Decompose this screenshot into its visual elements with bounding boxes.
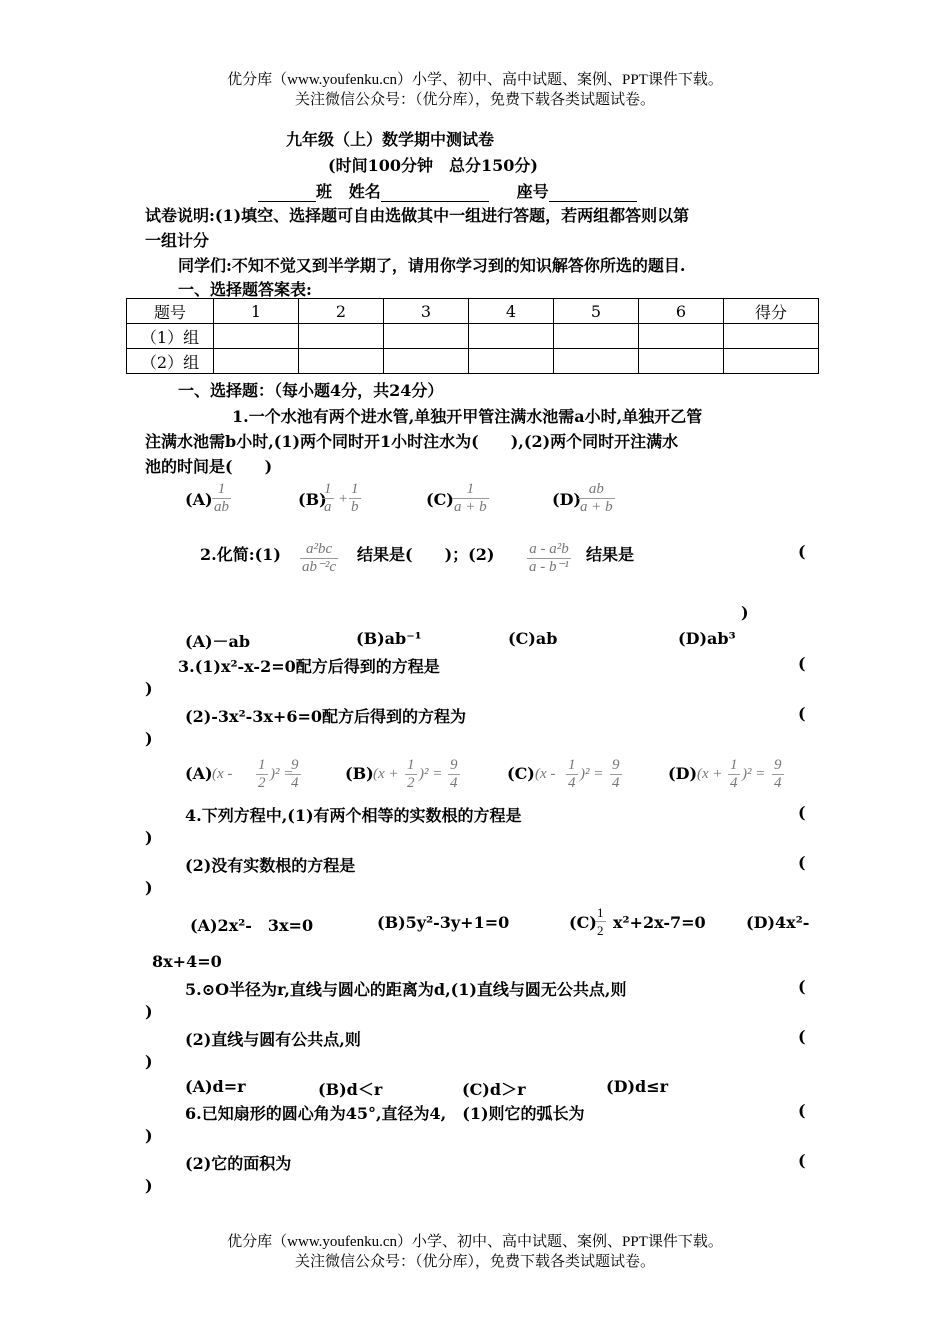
header-line-2: 关注微信公众号：（优分库），免费下载各类试题试卷。	[294, 92, 655, 108]
q1-option-b-plus: +	[338, 491, 349, 507]
q4-option-c-rest: x²+2x-7=0	[613, 913, 706, 932]
q1-option-a-fraction: $\frac{1}{ab}$	[214, 481, 229, 515]
q6-paren-close-2: )	[145, 1176, 153, 1195]
header-line-1: 优分库（www.youfenku.cn）小学、初中、高中试题、案例、PPT课件下载。	[227, 72, 723, 88]
q3-option-c-label: (C)	[507, 764, 535, 783]
q3-option-d-frac: $\frac{1}{4}$	[730, 757, 738, 791]
answer-cell[interactable]	[469, 349, 554, 374]
page-subtitle: (时间100分钟 总分150分)	[328, 156, 538, 175]
q4-paren-close-2: )	[145, 878, 153, 897]
q6-line-2: (2)它的面积为	[185, 1154, 292, 1173]
instructions-line-1: 试卷说明:(1)填空、选择题可自由选做其中一组进行答题，若两组都答则以第	[145, 206, 690, 225]
q4-option-a: (A)2x²- 3x=0	[190, 916, 314, 935]
q3-option-c-post: )² =	[580, 766, 604, 782]
q6-paren-close-1: )	[145, 1126, 153, 1145]
q1-line-2: 注满水池需b小时,(1)两个同时开1小时注水为( ),(2)两个同时开注满水	[145, 432, 679, 451]
q1-option-c-label: (C)	[426, 490, 454, 509]
answer-cell[interactable]	[384, 349, 469, 374]
q4-line-2: (2)没有实数根的方程是	[185, 856, 356, 875]
q1-option-d-fraction: $\frac{ab}{a + b}$	[580, 481, 613, 515]
q3-option-b-rhs: $\frac{9}{4}$	[450, 757, 458, 791]
q3-line-2: (2)-3x²-3x+6=0配方后得到的方程为	[185, 707, 466, 726]
q4-paren-open-1: (	[798, 803, 806, 822]
score-cell[interactable]	[724, 349, 819, 374]
q3-option-c-frac: $\frac{1}{4}$	[568, 757, 576, 791]
q3-line-1: 3.(1)x²-x-2=0配方后得到的方程是	[178, 657, 440, 676]
answer-cell[interactable]	[639, 324, 724, 349]
table-header-cell: 2	[299, 299, 384, 324]
q6-paren-open-1: (	[798, 1101, 806, 1120]
q5-paren-close-2: )	[145, 1052, 153, 1071]
q3-paren-close-2: )	[145, 729, 153, 748]
q4-option-d: (D)4x²-	[746, 913, 810, 932]
table-row	[127, 349, 819, 374]
table-row	[127, 324, 819, 349]
table-header-cell: 得分	[724, 299, 819, 324]
q2-option-a: (A)－ab	[185, 632, 251, 651]
row-label: （2）组	[127, 349, 214, 374]
q3-option-a-frac: $\frac{1}{2}$	[258, 757, 266, 791]
q3-option-d-pre: (x +	[697, 766, 723, 782]
q1-option-d-label: (D)	[552, 490, 582, 509]
q5-paren-close-1: )	[145, 1002, 153, 1021]
row-label: （1）组	[127, 324, 214, 349]
q3-option-c-rhs: $\frac{9}{4}$	[612, 757, 620, 791]
answer-cell[interactable]	[299, 349, 384, 374]
q3-option-a-label: (A)	[185, 764, 213, 783]
q6-paren-open-2: (	[798, 1151, 806, 1170]
q1-option-b-label: (B)	[298, 490, 327, 509]
q1-option-a-label: (A)	[185, 490, 213, 509]
q3-paren-open-1: (	[798, 654, 806, 673]
q4-option-c-frac: $\frac{1}{2}$	[597, 905, 604, 938]
q4-paren-close-1: )	[145, 828, 153, 847]
table-header-cell: 3	[384, 299, 469, 324]
q4-option-c-label: (C)	[569, 913, 597, 932]
answer-cell[interactable]	[554, 349, 639, 374]
q1-option-b-fraction-2: $\frac{1}{b}$	[351, 481, 359, 515]
section-1-heading: 一、选择题：（每小题4分，共24分）	[178, 381, 444, 400]
q2-answer-close: )	[741, 603, 749, 622]
q2-prefix: 2.化简:(1)	[200, 545, 281, 564]
q2-expression-2: $\frac{\text{a - a²b}}{\text{a - b⁻¹}}$	[529, 541, 569, 575]
answer-table-title: 一、选择题答案表:	[178, 280, 312, 299]
q6-line-1: 6.已知扇形的圆心角为45°,直径为4, (1)则它的弧长为	[185, 1104, 585, 1123]
q3-paren-close-1: )	[145, 679, 153, 698]
answer-cell[interactable]	[214, 324, 299, 349]
q2-suffix: 结果是	[586, 545, 635, 564]
q1-line-1: 1.一个水池有两个进水管,单独开甲管注满水池需a小时,单独开乙管	[232, 407, 703, 426]
q2-answer-open: (	[798, 542, 806, 561]
table-header-cell: 5	[554, 299, 639, 324]
q4-option-b: (B)5y²-3y+1=0	[377, 913, 510, 932]
q2-expression-1: $\frac{\text{a²bc}}{\text{ab⁻²c}}$	[302, 541, 337, 575]
q1-line-3: 池的时间是( )	[145, 457, 273, 476]
answer-cell[interactable]	[384, 324, 469, 349]
intro-text: 同学们:不知不觉又到半学期了，请用你学习到的知识解答你所选的题目.	[178, 256, 686, 275]
q3-option-b-pre: (x +	[373, 766, 399, 782]
q3-option-b-label: (B)	[345, 764, 374, 783]
footer-line-1: 优分库（www.youfenku.cn）小学、初中、高中试题、案例、PPT课件下载。	[227, 1234, 723, 1250]
table-header-row	[127, 299, 819, 324]
answer-cell[interactable]	[299, 324, 384, 349]
student-info: 班 姓名 座号	[258, 179, 637, 202]
table-header-cell: 1	[214, 299, 299, 324]
q2-option-d: (D)ab³	[678, 629, 736, 648]
q5-paren-open-2: (	[798, 1027, 806, 1046]
answer-cell[interactable]	[554, 324, 639, 349]
page-title: 九年级（上）数学期中测试卷	[286, 130, 495, 149]
q3-option-d-post: )² =	[742, 766, 766, 782]
q3-option-a-pre: (x -	[212, 766, 233, 782]
answer-cell[interactable]	[214, 349, 299, 374]
answer-cell[interactable]	[469, 324, 554, 349]
footer-line-2: 关注微信公众号：（优分库），免费下载各类试题试卷。	[294, 1254, 655, 1270]
q4-paren-open-2: (	[798, 853, 806, 872]
q5-option-d: (D)d≤r	[606, 1077, 669, 1096]
answer-table	[126, 298, 819, 374]
q1-option-c-fraction: $\frac{1}{a + b}$	[454, 481, 487, 515]
q2-option-b: (B)ab⁻¹	[356, 629, 422, 648]
q5-option-b: (B)d＜r	[318, 1080, 383, 1099]
q4-option-d-cont: 8x+4=0	[152, 952, 222, 971]
q3-option-d-label: (D)	[668, 764, 698, 783]
q3-option-a-rhs: $\frac{9}{4}$	[291, 757, 299, 791]
table-header-cell: 4	[469, 299, 554, 324]
q3-option-b-frac: $\frac{1}{2}$	[407, 757, 415, 791]
table-header-cell: 6	[639, 299, 724, 324]
table-header-cell: 题号	[127, 299, 214, 324]
q5-line-2: (2)直线与圆有公共点,则	[185, 1030, 361, 1049]
q1-option-b-fraction-1: $\frac{1}{a}$	[324, 481, 332, 515]
q5-paren-open-1: (	[798, 977, 806, 996]
q5-line-1: 5.⊙O半径为r,直线与圆心的距离为d,(1)直线与圆无公共点,则	[185, 980, 627, 999]
q3-option-a-post: )² =	[270, 766, 294, 782]
q2-option-c: (C)ab	[508, 629, 558, 648]
answer-cell[interactable]	[639, 349, 724, 374]
instructions-line-2: 一组计分	[145, 231, 210, 250]
q4-line-1: 4.下列方程中,(1)有两个相等的实数根的方程是	[185, 806, 522, 825]
score-cell[interactable]	[724, 324, 819, 349]
q5-option-a: (A)d=r	[185, 1077, 246, 1096]
q5-option-c: (C)d＞r	[462, 1080, 526, 1099]
q3-paren-open-2: (	[798, 704, 806, 723]
q3-option-c-pre: (x -	[535, 766, 556, 782]
q3-option-d-rhs: $\frac{9}{4}$	[774, 757, 782, 791]
q2-middle: 结果是( )；(2)	[357, 545, 495, 564]
q3-option-b-post: )² =	[419, 766, 443, 782]
